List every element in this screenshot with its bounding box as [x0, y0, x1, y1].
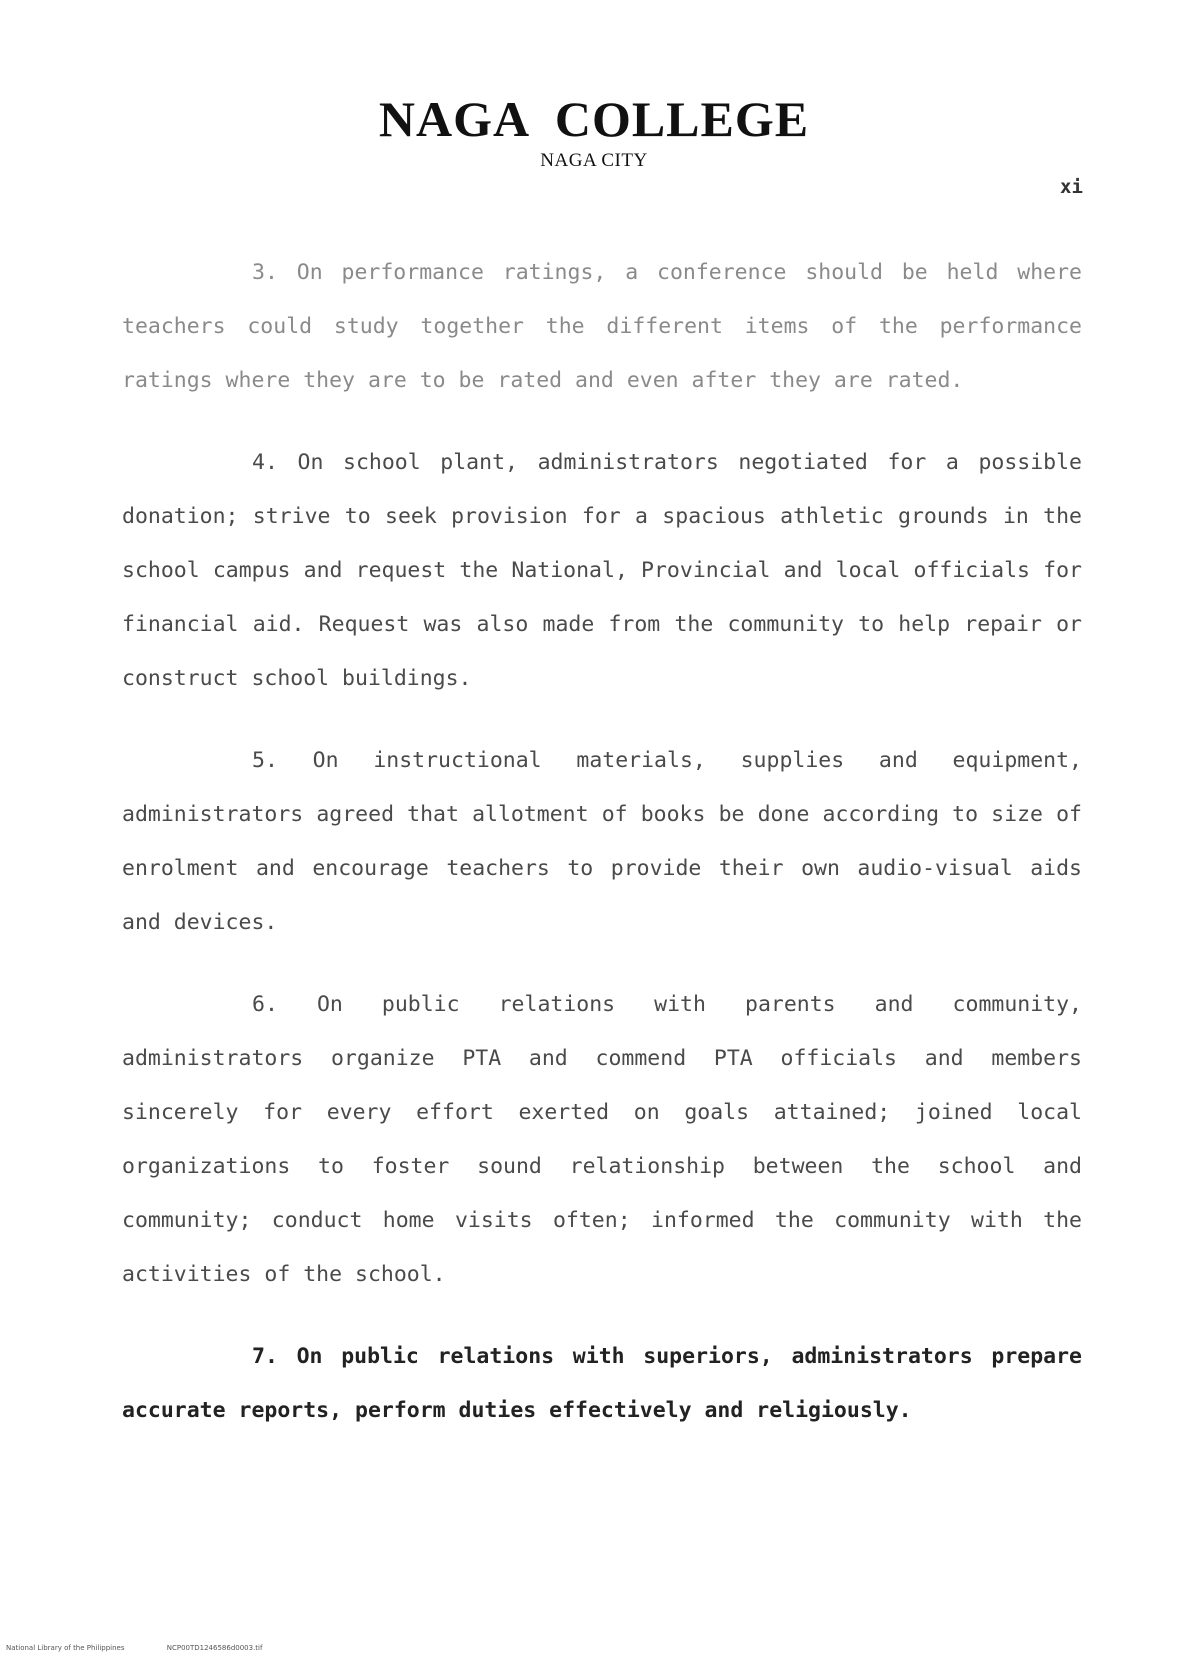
footer-file-id: NCP00TD1246586d0003.tif — [166, 1644, 263, 1652]
paragraph-text: On instructional materials, supplies and equipment, administrators agreed that allotment of books be done according to size of enrolment and encourage teachers to provide their own audio-visual aids and devices. — [122, 748, 1082, 935]
paragraph-4 — [122, 436, 1082, 706]
paragraph-text: On public relations with parents and community, administrators organize PTA and commend PTA officials and members sincerely for every effort exerted on goals attained; joined local organizations to foster sound relationship between the school and community; conduct home visits often; informed the community with the activities of the school. — [122, 992, 1082, 1287]
paragraph-number: 5. — [252, 748, 278, 773]
document-body — [122, 246, 1082, 1466]
paragraph-number: 4. — [252, 450, 278, 475]
paragraph-5 — [122, 734, 1082, 950]
paragraph-text: On public relations with superiors, administrators prepare accurate reports, perform duties effectively and religiously. — [122, 1344, 1082, 1423]
letterhead-city: NAGA CITY — [540, 150, 648, 171]
paragraph-text: On performance ratings, a conference should be held where teachers could study together the different items of the performance ratings where they are to be rated and even after they are rated. — [122, 260, 1082, 393]
paragraph-number: 3. — [252, 260, 278, 285]
scan-footer — [6, 1644, 302, 1652]
page-number: xi — [1060, 176, 1083, 198]
paragraph-number: 7. — [252, 1344, 278, 1369]
paragraph-6 — [122, 978, 1082, 1302]
letterhead-title: NAGA COLLEGE — [378, 91, 810, 147]
paragraph-number: 6. — [252, 992, 278, 1017]
paragraph-text: On school plant, administrators negotiated for a possible donation; strive to seek provision for a spacious athletic grounds in the school campus and request the National, Provincial and local officials for financial aid. Request was also made from the community to help repair or construct school buildings. — [122, 450, 1082, 691]
paragraph-3 — [122, 246, 1082, 408]
footer-library: National Library of the Philippines — [6, 1644, 125, 1652]
paragraph-7 — [122, 1330, 1082, 1438]
